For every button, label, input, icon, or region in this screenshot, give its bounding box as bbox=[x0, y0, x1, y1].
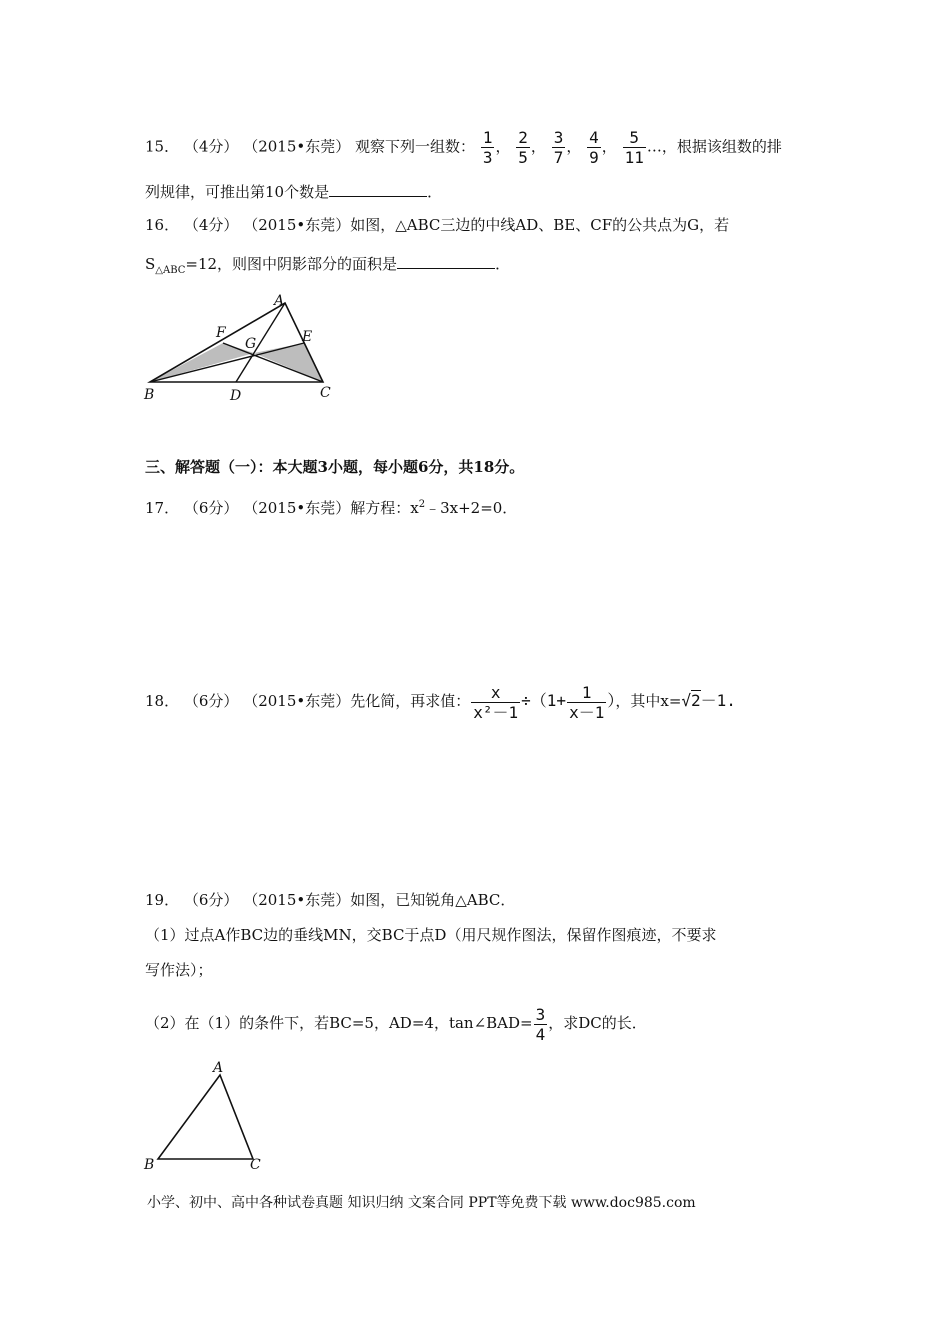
section-heading: 三、解答题（一）：本大题3小题，每小题6分，共18分。 bbox=[145, 458, 525, 476]
label-b: B bbox=[144, 387, 155, 403]
q15-line2 bbox=[145, 181, 442, 203]
q15-source: （2015•东莞） bbox=[243, 137, 351, 156]
q18-text: 先化简，再求值： bbox=[350, 692, 471, 710]
q19-text: 如图，已知锐角△ABC． bbox=[350, 891, 516, 909]
q17-number: 17． bbox=[145, 499, 180, 517]
shaded-region-right bbox=[254, 343, 323, 382]
q18-sqrt: √2 bbox=[681, 691, 701, 710]
q15-answer-blank[interactable] bbox=[329, 182, 427, 197]
q16-line1 bbox=[145, 214, 729, 236]
q15-separator: ， bbox=[530, 137, 546, 156]
triangle-abc-acute bbox=[158, 1075, 253, 1159]
q19-part1-line2: 写作法）； bbox=[145, 961, 213, 979]
q16-answer-blank[interactable] bbox=[397, 254, 495, 269]
q15-separator: ， bbox=[495, 137, 511, 156]
q16-text: 如图，△ABC三边的中线AD、BE、CF的公共点为G，若 bbox=[350, 216, 730, 234]
label-e: E bbox=[302, 329, 313, 345]
q19-part2 bbox=[145, 1003, 647, 1044]
q16-number: 16． bbox=[145, 216, 180, 234]
q16-area-subscript: △ABC bbox=[155, 265, 186, 276]
q18-fraction-2: $\frac{1}{x-1}$ bbox=[569, 682, 605, 722]
q15-number: 15． bbox=[145, 137, 180, 156]
q18-number: 18． bbox=[145, 692, 180, 710]
q16-score: （4分） bbox=[183, 216, 239, 234]
q18-fraction-1: $\frac{x}{\text{x²－1}}$ bbox=[473, 682, 519, 722]
q15-fraction-1: $\frac{1}{3}$ bbox=[482, 128, 493, 167]
q18-text-c: －1. bbox=[700, 691, 736, 710]
q18-divide: ÷（1+ bbox=[521, 691, 567, 710]
label-g: G bbox=[245, 336, 257, 352]
q15-text: 观察下列一组数： bbox=[355, 137, 476, 156]
q16-area-symbol: S bbox=[145, 255, 156, 273]
q17-text-b: ﹣3x+2=0． bbox=[425, 499, 518, 517]
label-c: C bbox=[320, 385, 331, 401]
label-a: A bbox=[213, 1060, 224, 1076]
q17-text: 解方程：x bbox=[350, 499, 419, 517]
q17-line bbox=[145, 494, 517, 519]
q19-score: （6分） bbox=[183, 891, 239, 909]
q17-exponent: 2 bbox=[418, 499, 426, 510]
q19-part2-text-b: ，求DC的长． bbox=[548, 1014, 647, 1032]
q19-source: （2015•东莞） bbox=[243, 891, 351, 909]
q18-score: （6分） bbox=[183, 692, 239, 710]
q19-line1 bbox=[145, 889, 515, 911]
q15-ellipsis: …，根据该组数的排 bbox=[646, 137, 782, 156]
q17-source: （2015•东莞） bbox=[243, 499, 351, 517]
q18-line bbox=[145, 681, 736, 722]
q15-fraction-4: $\frac{4}{9}$ bbox=[589, 128, 599, 167]
q19-part1-line1: （1）过点A作BC边的垂线MN，交BC于点D（用尺规作图法，保留作图痕迹，不要求 bbox=[145, 926, 717, 944]
q18-source: （2015•东莞） bbox=[243, 692, 351, 710]
q15-fraction-3: $\frac{3}{7}$ bbox=[553, 128, 564, 167]
q18-close-paren: ） bbox=[607, 691, 616, 710]
q19-triangle-figure bbox=[138, 1055, 278, 1175]
label-d: D bbox=[230, 388, 242, 404]
q15-fraction-2: $\frac{2}{5}$ bbox=[518, 128, 528, 167]
q15-score: （4分） bbox=[183, 137, 239, 156]
q16-line2-text: =12，则图中阴影部分的面积是 bbox=[185, 255, 398, 273]
q15-end: ． bbox=[427, 183, 443, 201]
label-a: A bbox=[274, 293, 285, 309]
label-f: F bbox=[216, 325, 226, 341]
q15-line2-text: 列规律，可推出第10个数是 bbox=[145, 183, 330, 201]
label-b: B bbox=[144, 1157, 155, 1173]
q15-line1 bbox=[145, 128, 782, 167]
q18-text-b: ，其中x= bbox=[615, 692, 682, 710]
q16-triangle-figure bbox=[138, 290, 338, 405]
q16-line2 bbox=[145, 253, 510, 282]
q16-end: ． bbox=[495, 255, 511, 273]
q15-separator: ， bbox=[601, 137, 617, 156]
q19-part2-text: （2）在（1）的条件下，若BC=5，AD=4，tan∠BAD= bbox=[145, 1014, 533, 1032]
q17-score: （6分） bbox=[183, 499, 239, 517]
q15-fraction-5: $\frac{5}{11}$ bbox=[624, 128, 644, 167]
q19-fraction: $\frac{3}{4}$ bbox=[535, 1004, 546, 1044]
label-c: C bbox=[250, 1157, 261, 1173]
median-ad bbox=[236, 303, 285, 382]
q16-source: （2015•东莞） bbox=[243, 216, 351, 234]
q19-number: 19． bbox=[145, 891, 180, 909]
q15-separator: ， bbox=[566, 137, 582, 156]
page-footer: 小学、初中、高中各种试卷真题 知识归纳 文案合同 PPT等免费下载 www.doc985.com bbox=[147, 1195, 696, 1211]
